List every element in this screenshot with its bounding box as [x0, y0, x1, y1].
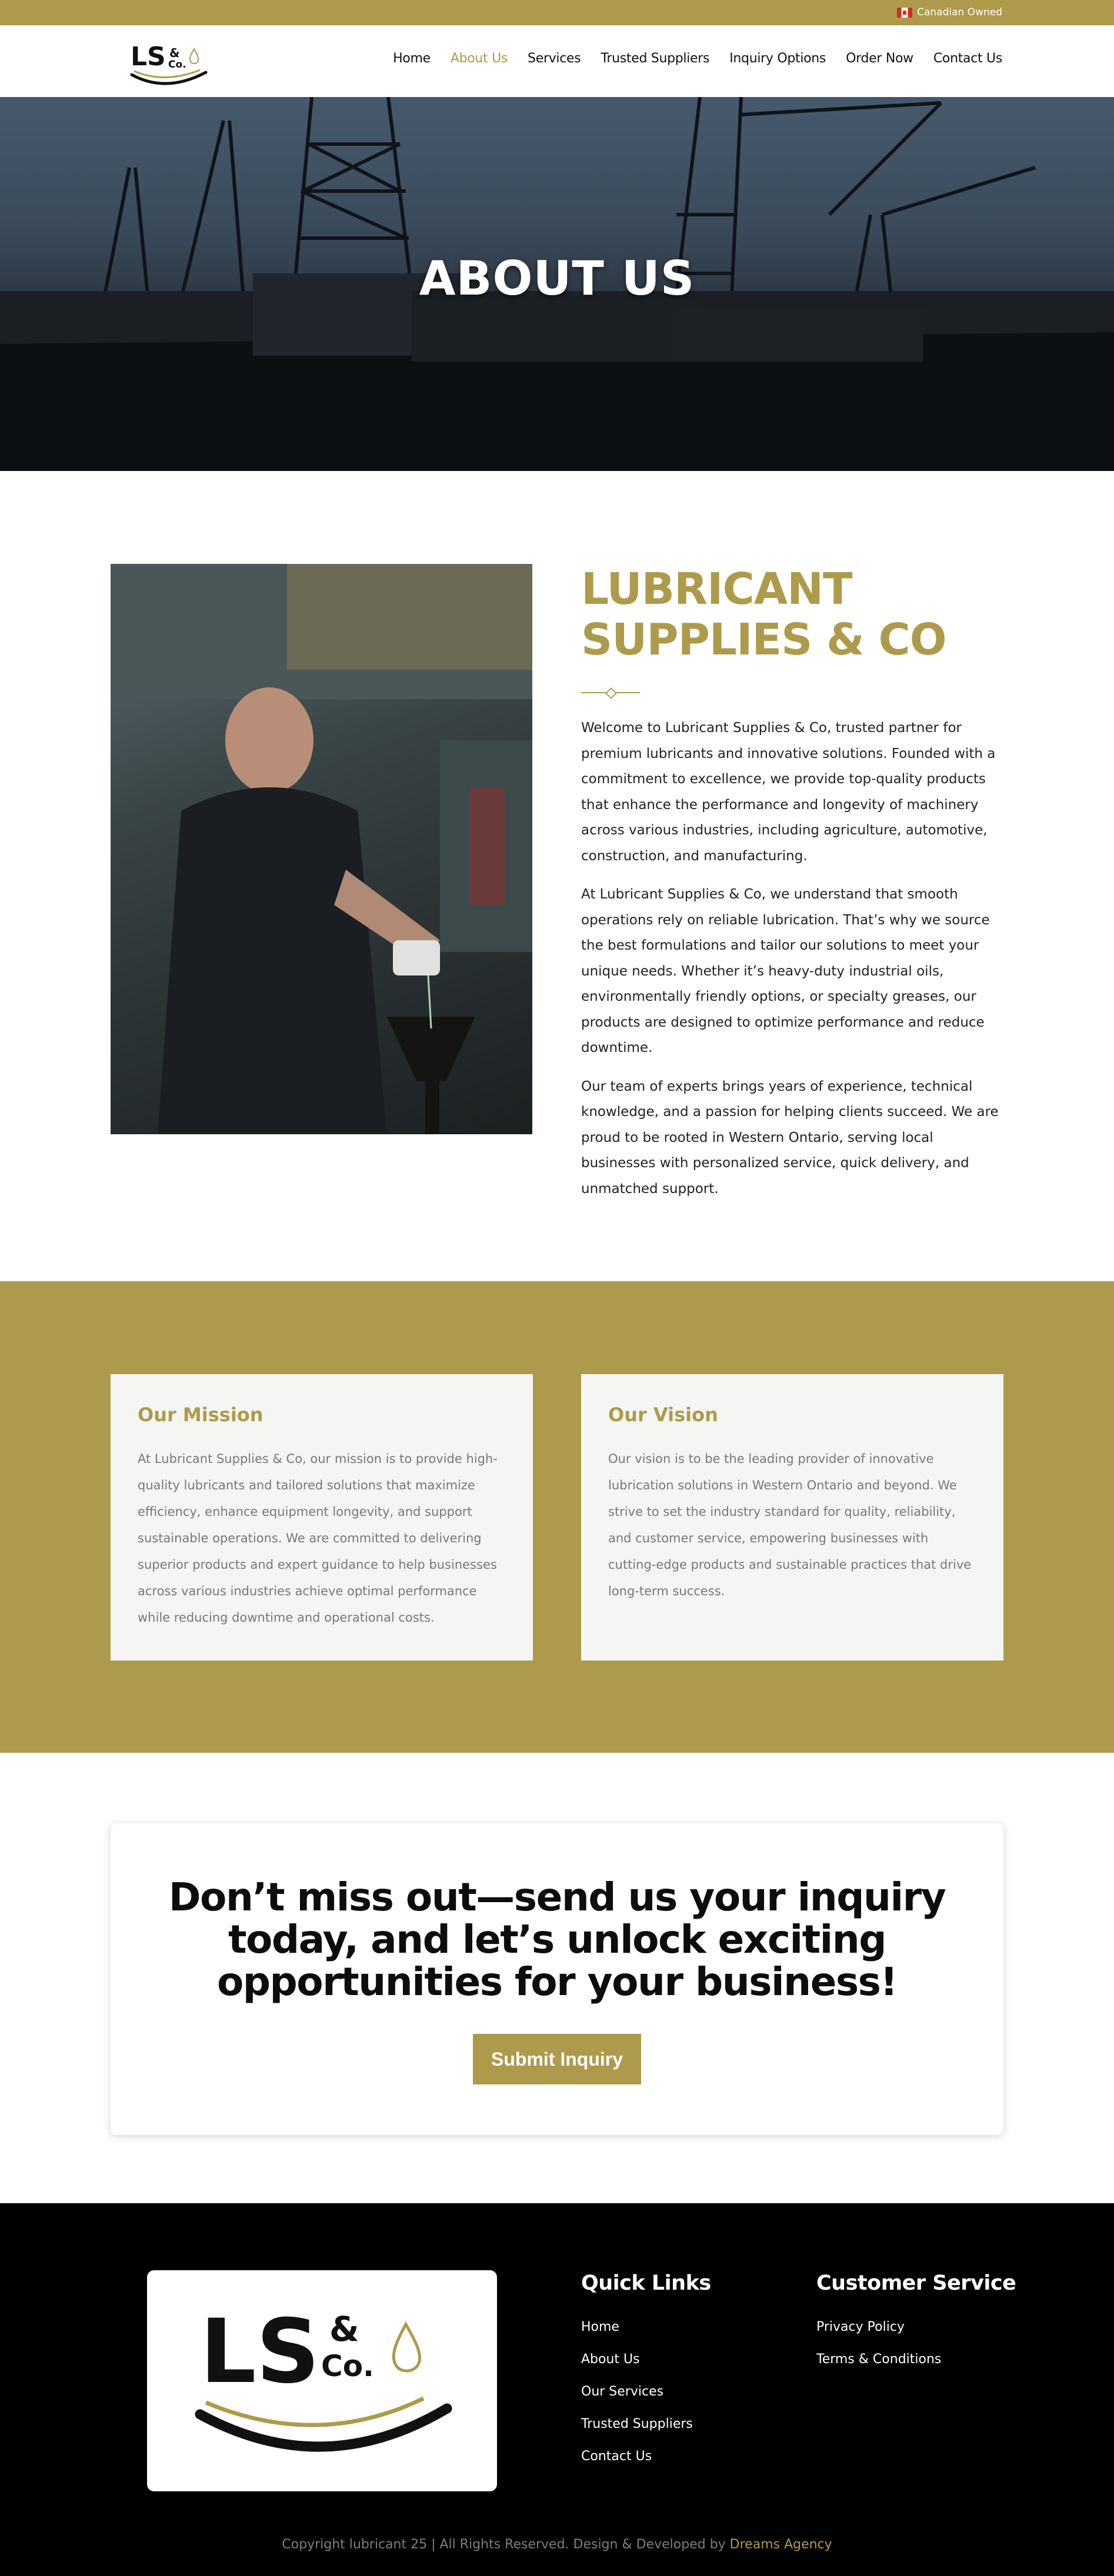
- mechanic-pouring-oil-image: [111, 564, 532, 1134]
- oil-drop-icon: [190, 49, 198, 64]
- logo-amp-text: &: [169, 46, 180, 60]
- mission-vision-section: [0, 1281, 1114, 1753]
- customer-service-title: Customer Service: [816, 2271, 1016, 2295]
- footer-link-our-services[interactable]: Our Services: [581, 2384, 664, 2399]
- cta-card: [111, 1823, 1003, 2135]
- nav-services[interactable]: Services: [528, 51, 581, 66]
- dreams-agency-link[interactable]: Dreams Agency: [729, 2537, 832, 2552]
- hero-title: ABOUT US: [419, 251, 695, 306]
- customer-service-column: [816, 2271, 1016, 2384]
- main-nav: [393, 51, 1002, 66]
- about-heading: LUBRICANT SUPPLIES & CO: [581, 564, 946, 665]
- about-paragraph-1: Welcome to Lubricant Supplies & Co, trusted partner for premium lubricants and innovative solutions. Founded with a commitment to excellence, we provide top-quality products that enhance the performance and longevity of machinery across various industries, including agriculture, automotive, construction, and manufacturing.: [581, 720, 996, 864]
- logo-ls-text: LS: [131, 42, 166, 72]
- nav-trusted-suppliers[interactable]: Trusted Suppliers: [601, 51, 710, 66]
- footer-link-home[interactable]: Home: [581, 2320, 619, 2334]
- mission-title: Our Mission: [138, 1404, 264, 1426]
- footer-logo-co-text: Co.: [321, 2349, 375, 2383]
- footer-logo[interactable]: [147, 2270, 497, 2491]
- logo-co-text: Co.: [168, 59, 186, 71]
- footer-link-trusted-suppliers[interactable]: Trusted Suppliers: [581, 2417, 693, 2431]
- footer-link-privacy-policy[interactable]: Privacy Policy: [816, 2320, 905, 2334]
- footer-logo-amp-text: &: [329, 2309, 359, 2349]
- nav-home[interactable]: Home: [393, 51, 431, 66]
- canadian-owned-label: Canadian Owned: [917, 6, 1002, 18]
- quick-links-title: Quick Links: [581, 2271, 711, 2295]
- canadian-owned-badge: [897, 6, 1002, 18]
- copyright-bar: [0, 2537, 1114, 2552]
- cta-heading: Don’t miss out—send us your inquiry today, and let’s unlock exciting opportunities for your business!: [168, 1875, 946, 2004]
- vision-text: Our vision is to be the leading provider of innovative lubrication solutions in Western Ontario and beyond. We strive to set the industry standard for quality, reliability, and customer service, empowering businesses with cutting-edge products and sustainable practices that drive long-term success.: [608, 1452, 972, 1598]
- site-footer: [0, 2203, 1114, 2576]
- footer-logo-ls-text: LS: [200, 2301, 320, 2403]
- vision-card: [581, 1374, 1003, 1660]
- nav-inquiry-options[interactable]: Inquiry Options: [729, 51, 826, 66]
- site-logo[interactable]: [128, 36, 211, 86]
- top-bar: [0, 0, 1114, 25]
- nav-about-us[interactable]: About Us: [450, 51, 508, 66]
- submit-inquiry-button[interactable]: Submit Inquiry: [473, 2034, 641, 2084]
- copyright-text: Copyright lubricant 25 | All Rights Reserved. Design & Developed by: [282, 2537, 730, 2552]
- quick-links-column: [581, 2271, 711, 2481]
- about-paragraph-2: At Lubricant Supplies & Co, we understand that smooth operations rely on reliable lubrication. That’s why we source the best formulations and tailor our solutions to meet your unique needs. Whether it’s heavy-duty industrial oils, environmentally friendly options, or specialty greases, our products are designed to optimize performance and reduce downtime.: [581, 887, 990, 1055]
- nav-contact-us[interactable]: Contact Us: [933, 51, 1002, 66]
- nav-order-now[interactable]: Order Now: [846, 51, 913, 66]
- cta-section: [0, 1753, 1114, 2203]
- about-paragraph-3: Our team of experts brings years of experience, technical knowledge, and a passion for helping clients succeed. We are proud to be rooted in Western Ontario, serving local businesses with personalized service, quick delivery, and unmatched support.: [581, 1078, 999, 1197]
- vision-title: Our Vision: [608, 1404, 718, 1426]
- about-section: [0, 471, 1114, 1281]
- canada-flag-icon: [897, 8, 912, 18]
- mission-text: At Lubricant Supplies & Co, our mission is to provide high-quality lubricants and tailored solutions that maximize efficiency, enhance equipment longevity, and support sustainable operations. We are committed to delivering superior products and expert guidance to help businesses across various industries achieve optimal performance while reducing downtime and operational costs.: [138, 1452, 498, 1625]
- footer-oil-drop-icon: [393, 2324, 419, 2371]
- footer-link-about-us[interactable]: About Us: [581, 2352, 640, 2367]
- site-header: [0, 25, 1114, 97]
- hero-banner: [0, 97, 1114, 471]
- diamond-divider: [581, 687, 640, 698]
- footer-link-contact-us[interactable]: Contact Us: [581, 2449, 652, 2464]
- about-text-column: [581, 564, 1003, 1202]
- footer-link-terms-conditions[interactable]: Terms & Conditions: [816, 2352, 942, 2367]
- mission-card: [111, 1374, 533, 1660]
